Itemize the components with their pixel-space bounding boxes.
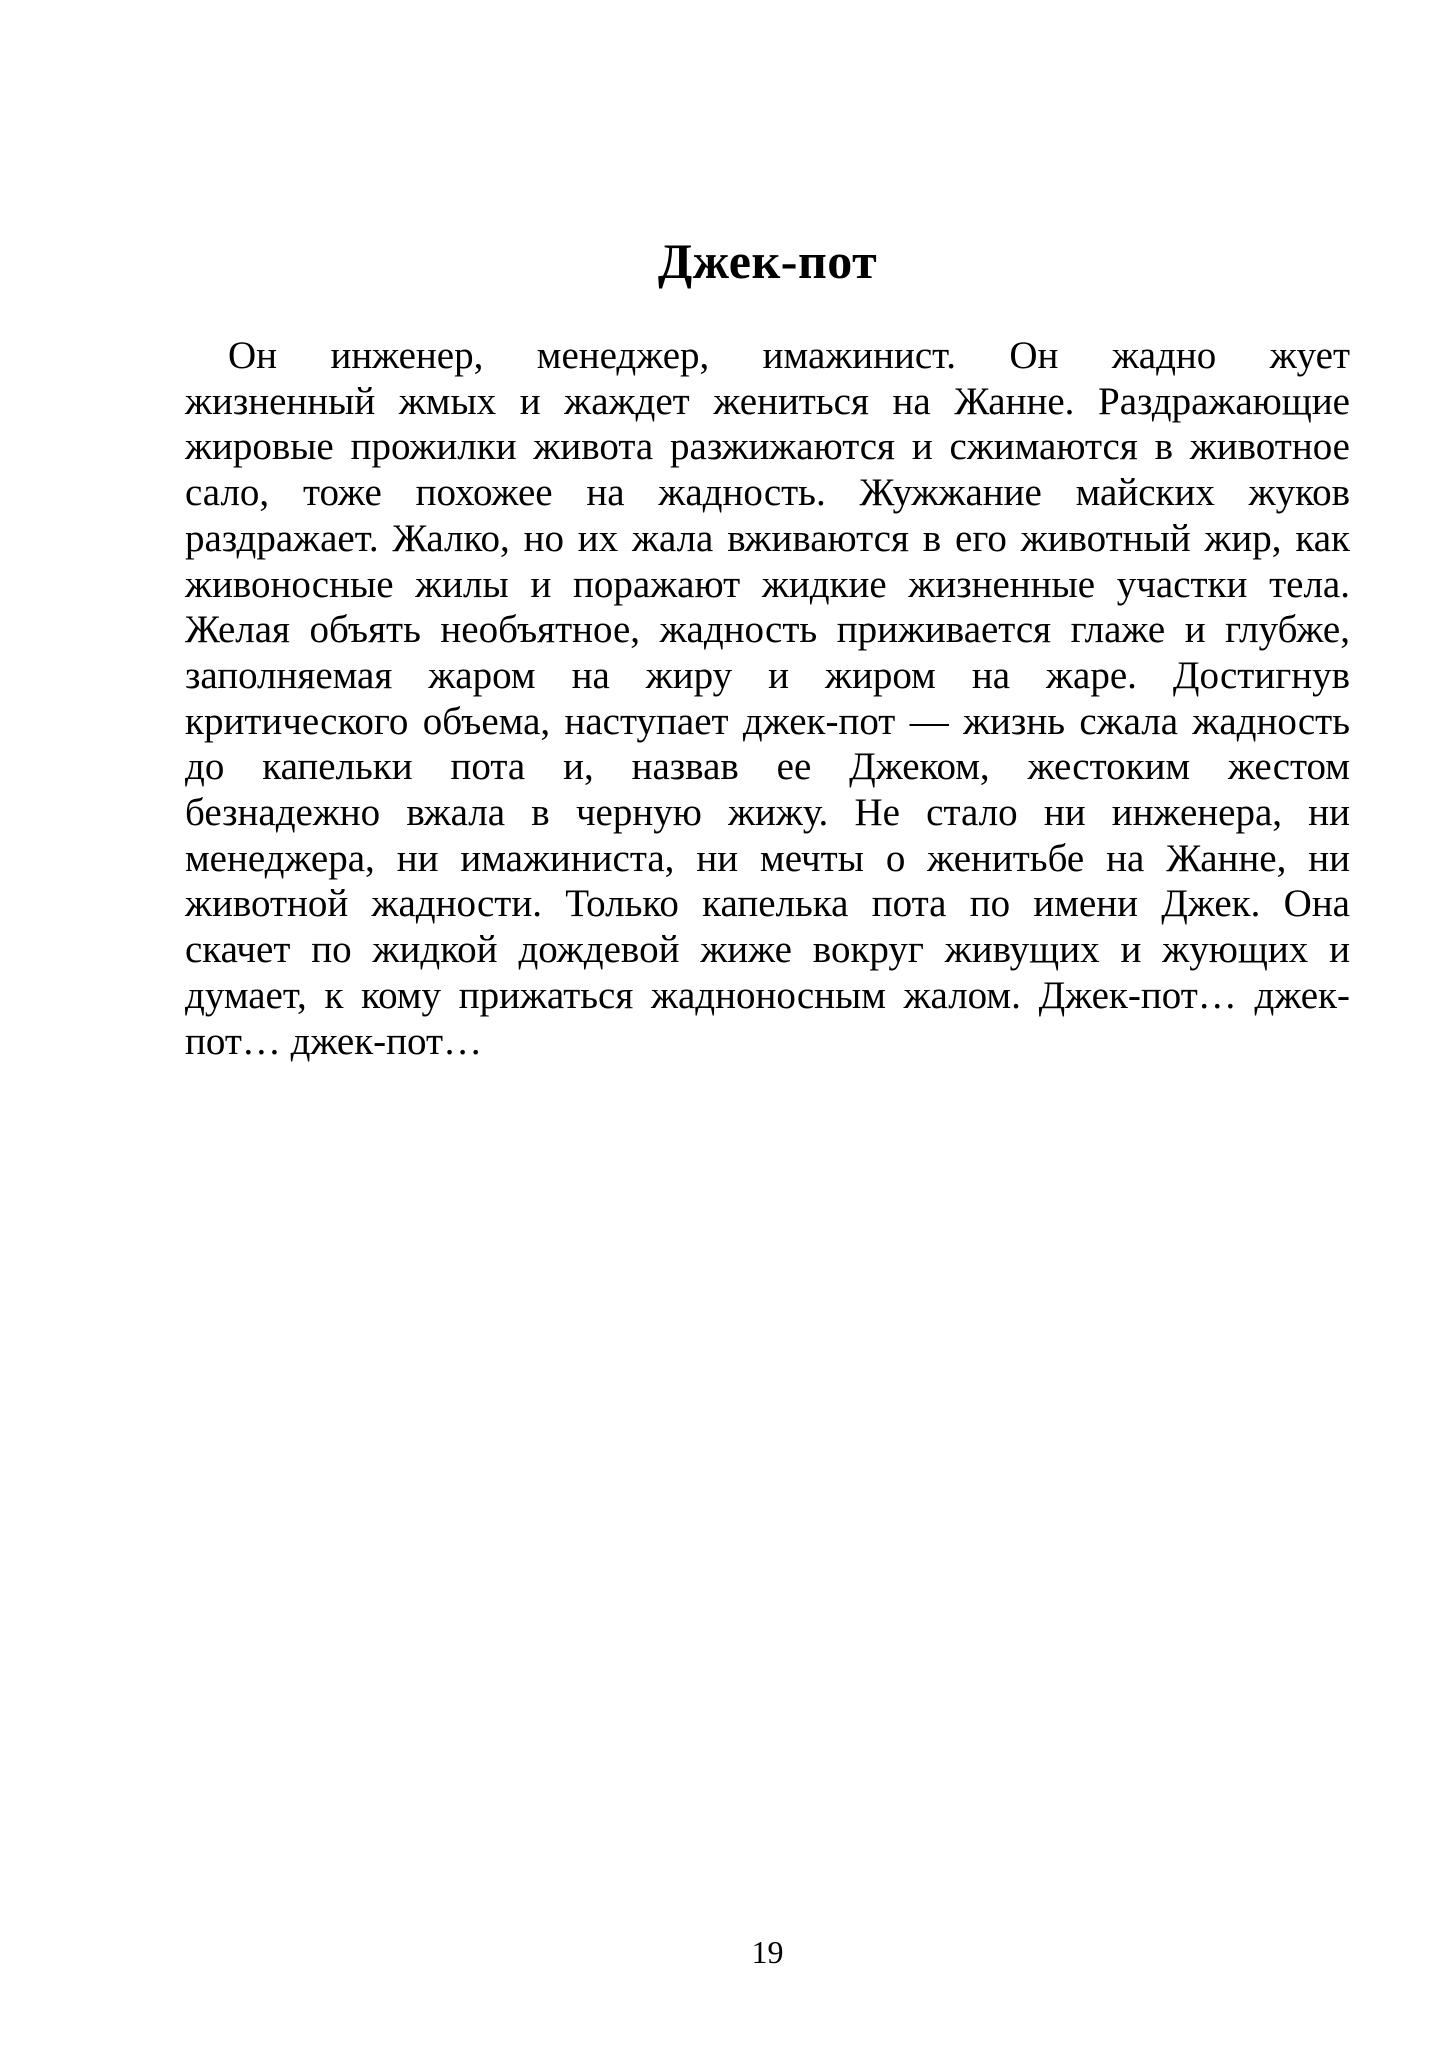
paragraph-line: критического объема, наступает джек-пот — жизнь сжала жадность bbox=[185, 699, 1350, 743]
paragraph-line: думает, к кому прижаться жадноносным жалом. Джек-пот… джек- bbox=[185, 973, 1350, 1017]
paragraph-line: Он инженер, менеджер, имажинист. Он жадно жует bbox=[228, 334, 1350, 377]
paragraph-line: пот… джек-пот… bbox=[185, 1019, 483, 1063]
paragraph-line: жировые прожилки живота разжижаются и сжимаются в животное bbox=[185, 425, 1350, 469]
paragraph-line: сало, тоже похожее на жадность. Жужжание майских жуков bbox=[185, 471, 1350, 515]
paragraph-line: до капельки пота и, назвав ее Джеком, жестоким жестом bbox=[185, 745, 1350, 789]
paragraph-line: животной жадности. Только капелька пота по имени Джек. Она bbox=[185, 882, 1350, 926]
paragraph-line: безнадежно вжала в черную жижу. Не стало ни инженера, ни bbox=[185, 791, 1350, 835]
page-number: 19 bbox=[751, 1934, 784, 1970]
paragraph-line: раздражает. Жалко, но их жала вживаются в его животный жир, как bbox=[185, 516, 1350, 560]
paragraph-line: Желая объять необъятное, жадность приживается глаже и глубже, bbox=[185, 608, 1350, 652]
paragraph bbox=[185, 333, 1350, 1064]
paragraph-line: заполняемая жаром на жиру и жиром на жаре. Достигнув bbox=[185, 653, 1350, 697]
paragraph-line: менеджера, ни имажиниста, ни мечты о женитьбе на Жанне, ни bbox=[185, 836, 1350, 880]
paragraph-line: живоносные жилы и поражают жидкие жизненные участки тела. bbox=[185, 562, 1350, 606]
paragraph-line: скачет по жидкой дождевой жиже вокруг живущих и жующих и bbox=[185, 928, 1350, 972]
page-title: Джек-пот bbox=[657, 233, 878, 289]
paragraph-line: жизненный жмых и жаждет жениться на Жанне. Раздражающие bbox=[185, 379, 1350, 423]
